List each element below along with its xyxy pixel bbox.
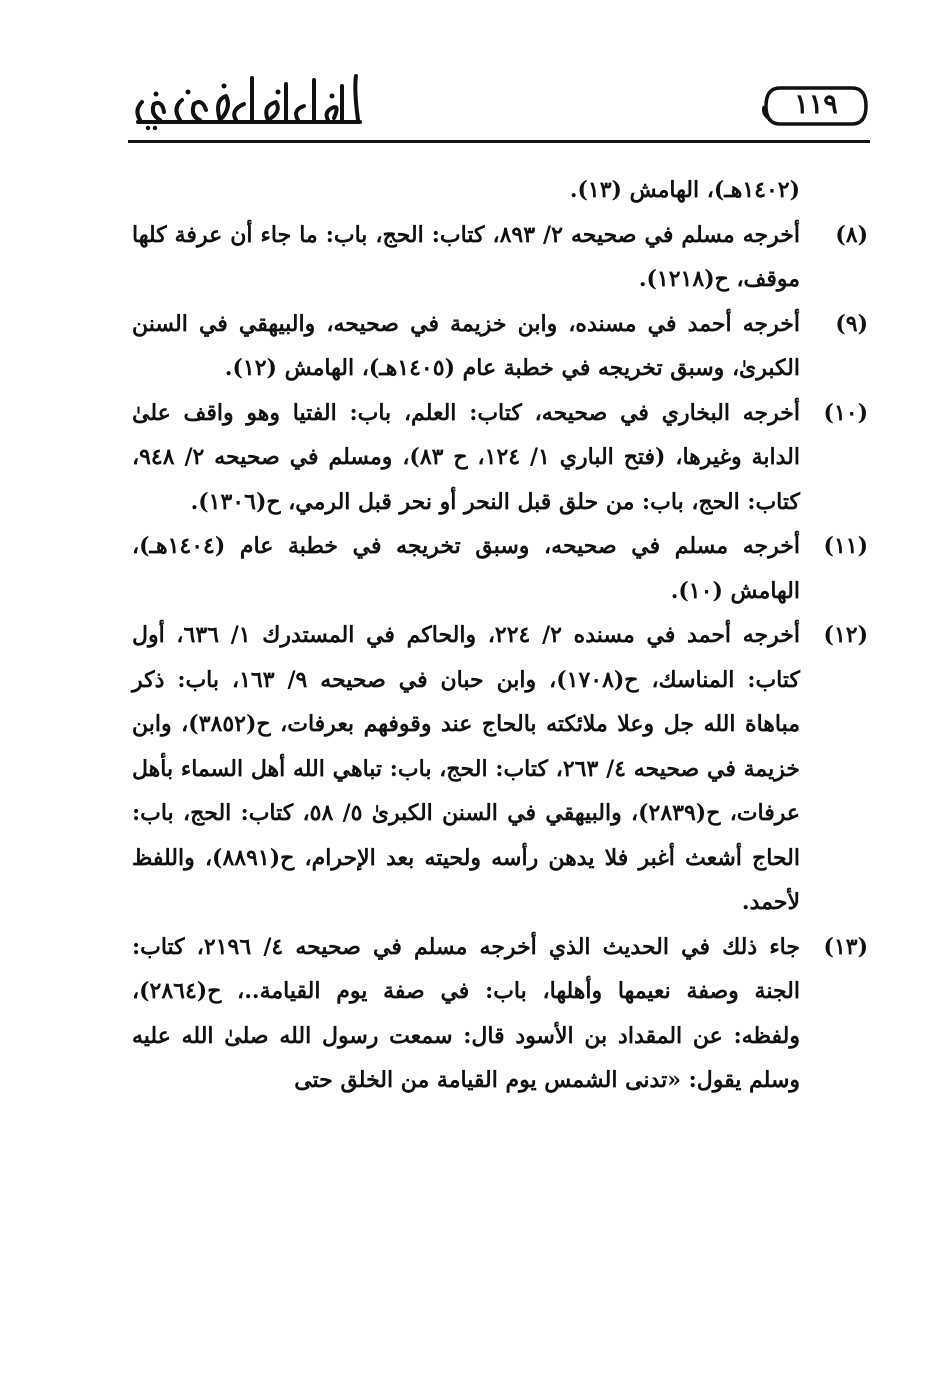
footnote-number: (٩)	[835, 310, 868, 337]
footnote-text: جاء ذلك في الحديث الذي أخرجه مسلم في صحيحه ٤/ ٢١٩٦، كتاب: الجنة وصفة نعيمها وأهلها، باب: في صفة يوم القيامة..، ح(٢٨٦٤)، ولفظه: عن المقداد بن الأسود قال: سمعت رسول الله صلىٰ الله عليه وسلم يقول: «تدنى الشمس يوم القيامة من الخلق حتى	[132, 933, 800, 1093]
footnote-text: أخرجه البخاري في صحيحه، كتاب: العلم، باب: الفتيا وهو واقف علىٰ الدابة وغيرها، (فتح الباري ١/ ١٢٤، ح ٨٣)، ومسلم في صحيحه ٢/ ٩٤٨، كتاب: الحج، باب: من حلق قبل النحر أو نحر قبل الرمي، ح(١٣٠٦).	[132, 399, 800, 515]
header-divider	[128, 140, 870, 143]
footnote-number: (١٠)	[823, 399, 868, 426]
footnote-8	[132, 213, 868, 302]
footnote-text: أخرجه مسلم في صحيحه ٢/ ٨٩٣، كتاب: الحج، باب: ما جاء أن عرفة كلها موقف، ح(١٢١٨).	[132, 221, 800, 292]
continuation-line	[132, 168, 868, 213]
page-header	[128, 70, 870, 140]
footnotes-section	[132, 168, 868, 1103]
continuation-text: (١٤٠٢هـ)، الهامش (١٣).	[569, 177, 800, 203]
footnote-number: (١١)	[823, 533, 868, 559]
footnote-text: أخرجه مسلم في صحيحه، وسبق تخريجه في خطبة عام (١٤٠٤هـ)، الهامش (١٠).	[132, 533, 800, 604]
footnote-10	[132, 391, 868, 525]
footnote-12	[132, 613, 868, 925]
footnote-number: (١٢)	[823, 622, 868, 648]
page-number-badge	[762, 84, 870, 128]
footnote-number: (١٣)	[823, 933, 868, 960]
footnote-text: أخرجه أحمد في مسنده ٢/ ٢٢٤، والحاكم في المستدرك ١/ ٦٣٦، أول كتاب: المناسك، ح(١٧٠٨)، وابن حبان في صحيحه ٩/ ١٦٣، باب: ذكر مباهاة الله جل وعلا ملائكته بالحاج عند وقوفهم بعرفات، ح(٣٨٥٢)، وابن خزيمة في صحيحه ٤/ ٢٦٣، كتاب: الحج، باب: تباهي الله أهل السماء بأهل عرفات، ح(٢٨٣٩)، والبيهقي في السنن الكبرىٰ ٥/ ٥٨، كتاب: الحج، باب: الحاج أشعث أغبر فلا يدهن رأسه ولحيته بعد الإحرام، ح(٨٨٩١)، واللفظ لأحمد.	[132, 622, 801, 915]
footnote-text: أخرجه أحمد في مسنده، وابن خزيمة في صحيحه، والبيهقي في السنن الكبرىٰ، وسبق تخريجه في خطبة عام (١٤٠٥هـ)، الهامش (١٢).	[132, 310, 800, 381]
footnote-number: (٨)	[835, 221, 868, 248]
footnote-13	[132, 925, 868, 1103]
book-title-calligraphy	[128, 70, 368, 132]
calligraphy-title-logo	[128, 70, 368, 132]
footnote-11	[132, 524, 868, 613]
page-number: ١١٩	[794, 89, 838, 120]
footnote-9	[132, 302, 868, 391]
